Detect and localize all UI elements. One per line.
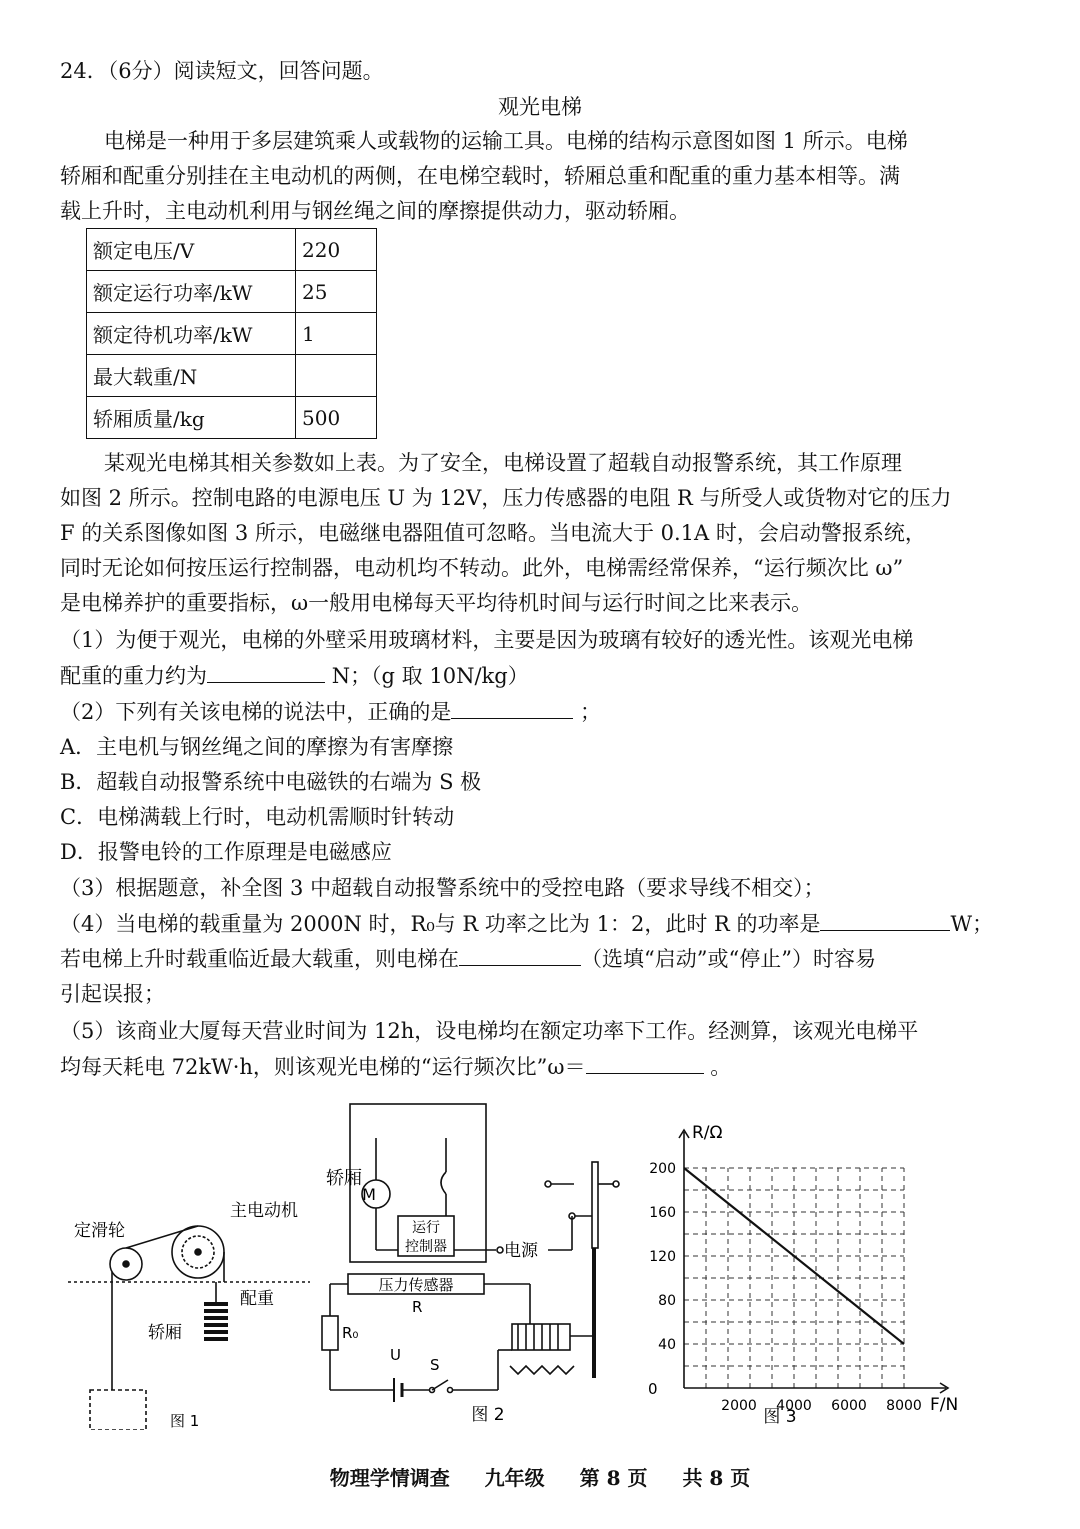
table-label: 轿厢质量/kg (87, 397, 296, 439)
q2-line (60, 695, 1030, 729)
label-r0: R₀ (342, 1324, 359, 1342)
table-row (87, 313, 377, 355)
answer-blank[interactable] (459, 943, 581, 966)
option-a: A．主电机与钢丝绳之间的摩擦为有害摩擦 (60, 735, 454, 759)
answer-blank[interactable] (451, 696, 573, 719)
y-axis-label: R/Ω (692, 1123, 723, 1143)
table-label: 最大载重/N (87, 355, 296, 397)
q1-text: N；（g 取 10N/kg） (331, 664, 529, 688)
body-line: 某观光电梯其相关参数如上表。为了安全，电梯设置了超载自动报警系统，其工作原理 (104, 451, 902, 475)
option-b: B．超载自动报警系统中电磁铁的右端为 S 极 (60, 770, 482, 794)
body-line: 是电梯养护的重要指标，ω一般用电梯每天平均待机时间与运行时间之比来表示。 (60, 591, 813, 615)
controller-label: 控制器 (405, 1239, 447, 1255)
table-label: 额定运行功率/kW (87, 271, 296, 313)
table-row (87, 271, 377, 313)
body-line: 如图 2 所示。控制电路的电源电压 U 为 12V，压力传感器的电阻 R 与所受人或货物对它的压力 (60, 486, 952, 510)
body-line: 同时无论如何按压运行控制器，电动机均不转动。此外，电梯需经常保养，“运行频次比 ω” (60, 556, 904, 580)
resistor-r0 (322, 1316, 338, 1350)
chart-ticks (649, 1161, 922, 1414)
label-motor: 主电动机 (230, 1201, 298, 1221)
table-label: 额定待机功率/kW (87, 313, 296, 355)
q5-text: 。 (710, 1055, 732, 1079)
y-tick-label: 80 (658, 1293, 676, 1309)
footer-grade: 九年级 (484, 1466, 545, 1490)
q1-text: 配重的重力约为 (60, 664, 207, 688)
table-row (87, 355, 377, 397)
footer-total: 共 8 页 (682, 1466, 751, 1490)
figure-3-chart (640, 1118, 980, 1430)
table-value: 220 (296, 229, 377, 271)
q5-line (60, 1050, 1030, 1084)
motor-label: M (362, 1185, 376, 1204)
page-footer (0, 1462, 1080, 1491)
label-pulley: 定滑轮 (74, 1221, 125, 1241)
footer-page: 第 8 页 (579, 1466, 648, 1490)
q4-text: （4）当电梯的载重量为 2000N 时，R₀与 R 功率之比为 1：2，此时 R 的功率是 (60, 912, 821, 936)
figure-3-caption: 图 3 (763, 1407, 797, 1427)
table-label: 额定电压/V (87, 229, 296, 271)
option-c: C．电梯满载上行时，电动机需顺时针转动 (60, 805, 455, 829)
q4-text: 若电梯上升时载重临近最大载重，则电梯在 (60, 947, 459, 971)
figure-2 (318, 1098, 648, 1428)
contact-bar (592, 1162, 598, 1248)
q4-line: 引起误报； (60, 982, 165, 1006)
label-car: 轿厢 (326, 1168, 362, 1189)
controller-label: 运行 (412, 1220, 440, 1236)
q4-text: W； (950, 912, 994, 936)
label-power: 电源 (504, 1241, 538, 1261)
table-row (87, 397, 377, 439)
x-tick-label: 4000 (776, 1398, 812, 1414)
y-tick-label: 200 (649, 1161, 676, 1177)
option-d: D．报警电铃的工作原理是电磁感应 (60, 840, 392, 864)
figure-1 (60, 1190, 320, 1430)
counterweight (204, 1302, 228, 1341)
q4-line (60, 907, 1030, 941)
table-value: 500 (296, 397, 377, 439)
intro-line: 电梯是一种用于多层建筑乘人或载物的运输工具。电梯的结构示意图如图 1 所示。电梯 (104, 129, 908, 153)
table-value: 1 (296, 313, 377, 355)
elevator-car (90, 1390, 146, 1430)
x-axis-label: F/N (930, 1395, 959, 1415)
q5-text: 均每天耗电 72kW·h，则该观光电梯的“运行频次比”ω＝ (60, 1055, 586, 1079)
x-tick-label: 2000 (721, 1398, 757, 1414)
answer-blank[interactable] (586, 1051, 704, 1074)
table-value (296, 355, 377, 397)
question-header: 24．（6分）阅读短文，回答问题。 (60, 59, 384, 83)
answer-blank[interactable] (820, 908, 950, 931)
label-r: R (412, 1298, 423, 1316)
figure-2-caption: 图 2 (471, 1405, 505, 1425)
label-s: S (430, 1356, 440, 1374)
y-tick-label: 40 (658, 1337, 676, 1353)
chart-axes (679, 1130, 948, 1393)
q3-line: （3）根据题意，补全图 3 中超载自动报警系统中的受控电路（要求导线不相交）； (60, 876, 825, 900)
parameter-table (86, 228, 377, 439)
footer-subject: 物理学情调查 (329, 1466, 450, 1490)
q5-line: （5）该商业大厦每天营业时间为 12h，设电梯均在额定功率下工作。经测算，该观光电梯平 (60, 1019, 919, 1043)
q2-text: （2）下列有关该电梯的说法中，正确的是 (60, 700, 452, 724)
y-tick-label: 160 (649, 1205, 676, 1221)
body-line: F 的关系图像如图 3 所示，电磁继电器阻值可忽略。当电流大于 0.1A 时，会启动警报系统， (60, 521, 926, 545)
origin-label: 0 (648, 1380, 658, 1398)
x-tick-label: 6000 (831, 1398, 867, 1414)
q1-line: （1）为便于观光，电梯的外壁采用玻璃材料，主要是因为玻璃有较好的透光性。该观光电梯 (60, 628, 914, 652)
table-row (87, 229, 377, 271)
q4-line (60, 942, 1030, 976)
intro-line: 载上升时，主电动机利用与钢丝绳之间的摩擦提供动力，驱动轿厢。 (60, 199, 690, 223)
q4-text: （选填“启动”或“停止”）时容易 (581, 947, 876, 971)
x-tick-label: 8000 (886, 1398, 922, 1414)
y-tick-label: 120 (649, 1249, 676, 1265)
sensor-label: 压力传感器 (378, 1276, 454, 1294)
q2-text: ； (580, 700, 602, 724)
chart-grid (684, 1168, 904, 1388)
spring (510, 1366, 574, 1374)
electromagnet (512, 1324, 570, 1350)
intro-line: 轿厢和配重分别挂在主电动机的两侧，在电梯空载时，轿厢总重和配重的重力基本相等。满 (60, 164, 900, 188)
article-title: 观光电梯 (498, 95, 582, 119)
label-u: U (390, 1346, 401, 1364)
label-car: 轿厢 (148, 1323, 182, 1343)
table-value: 25 (296, 271, 377, 313)
label-counterweight: 配重 (240, 1289, 274, 1309)
q1-line (60, 659, 1030, 693)
answer-blank[interactable] (207, 660, 325, 683)
figure-1-caption: 图 1 (170, 1412, 200, 1430)
